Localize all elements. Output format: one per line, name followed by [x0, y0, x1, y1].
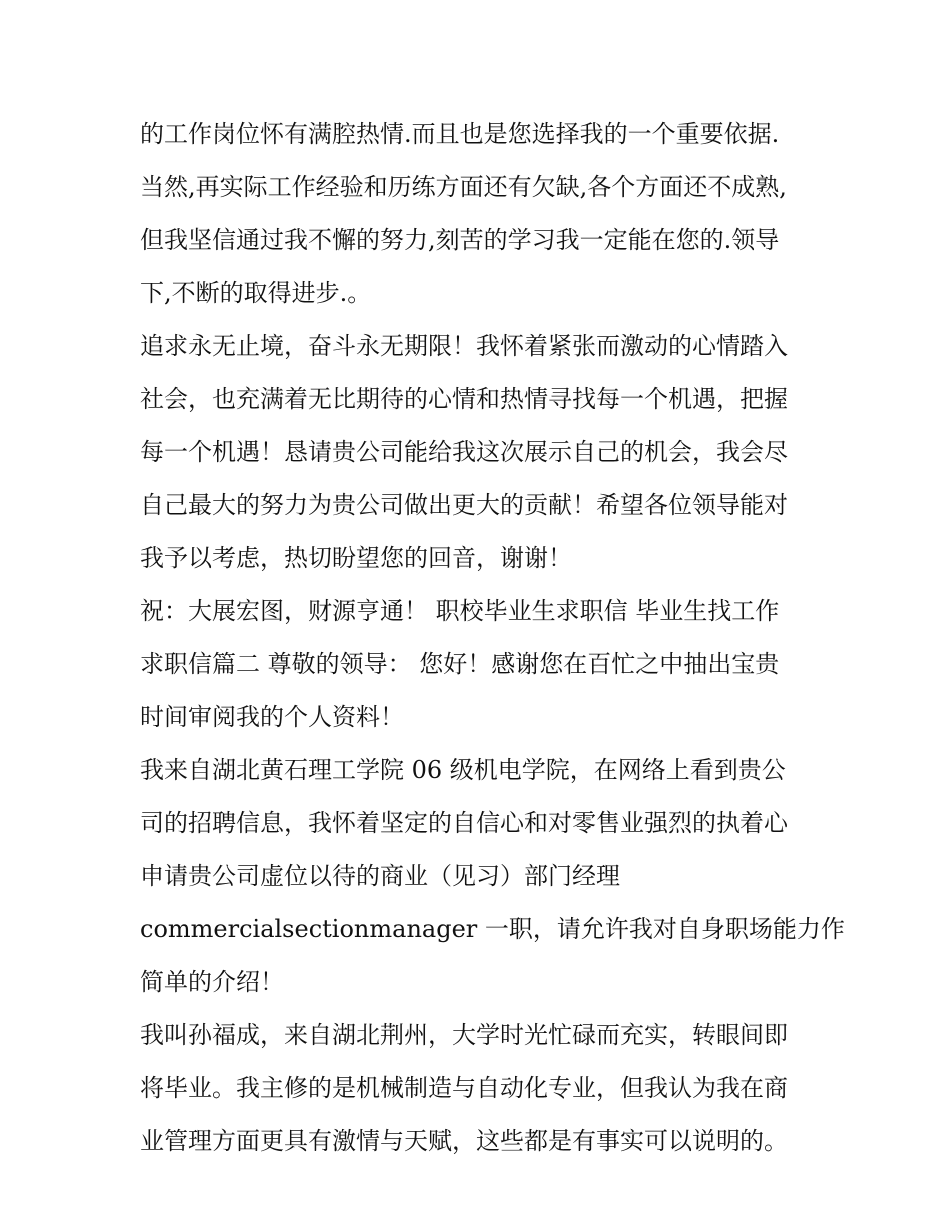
text-line: 自己最大的努力为贵公司做出更大的贡献！希望各位领导能对 — [140, 491, 788, 519]
text-line: 我叫孙福成，来自湖北荆州，大学时光忙碌而充实，转眼间即 — [140, 1021, 788, 1049]
text-line: 当然,再实际工作经验和历练方面还有欠缺,各个方面还不成熟, — [140, 173, 787, 201]
text-line: 每一个机遇！恳请贵公司能给我这次展示自己的机会，我会尽 — [140, 438, 788, 466]
text-line: 业管理方面更具有激情与天赋，这些都是有事实可以说明的。 — [140, 1127, 788, 1155]
document-body — [140, 108, 845, 1168]
text-line: 求职信篇二 尊敬的领导： 您好！感谢您在百忙之中抽出宝贵 — [140, 650, 780, 678]
text-line: 司的招聘信息，我怀着坚定的自信心和对零售业强烈的执着心 — [140, 809, 788, 837]
text-line: 简单的介绍！ — [140, 968, 284, 996]
text-line: commercialsectionmanager 一职，请允许我对自身职场能力作 — [140, 915, 845, 943]
text-line: 的工作岗位怀有满腔热情.而且也是您选择我的一个重要依据. — [140, 120, 780, 148]
text-line: 祝：大展宏图，财源亨通！ 职校毕业生求职信 毕业生找工作 — [140, 597, 780, 625]
text-line: 下,不断的取得进步.。 — [140, 279, 372, 307]
text-line: 但我坚信通过我不懈的努力,刻苦的学习我一定能在您的.领导 — [140, 226, 780, 254]
text-line: 时间审阅我的个人资料！ — [140, 703, 404, 731]
text-line: 申请贵公司虚位以待的商业（见习）部门经理 — [140, 862, 620, 890]
text-line: 将毕业。我主修的是机械制造与自动化专业，但我认为我在商 — [140, 1074, 788, 1102]
text-line: 社会，也充满着无比期待的心情和热情寻找每一个机遇，把握 — [140, 385, 788, 413]
text-line: 追求永无止境，奋斗永无期限！我怀着紧张而激动的心情踏入 — [140, 332, 788, 360]
text-line: 我予以考虑，热切盼望您的回音，谢谢！ — [140, 544, 572, 572]
text-line: 我来自湖北黄石理工学院 06 级机电学院，在网络上看到贵公 — [140, 756, 786, 784]
